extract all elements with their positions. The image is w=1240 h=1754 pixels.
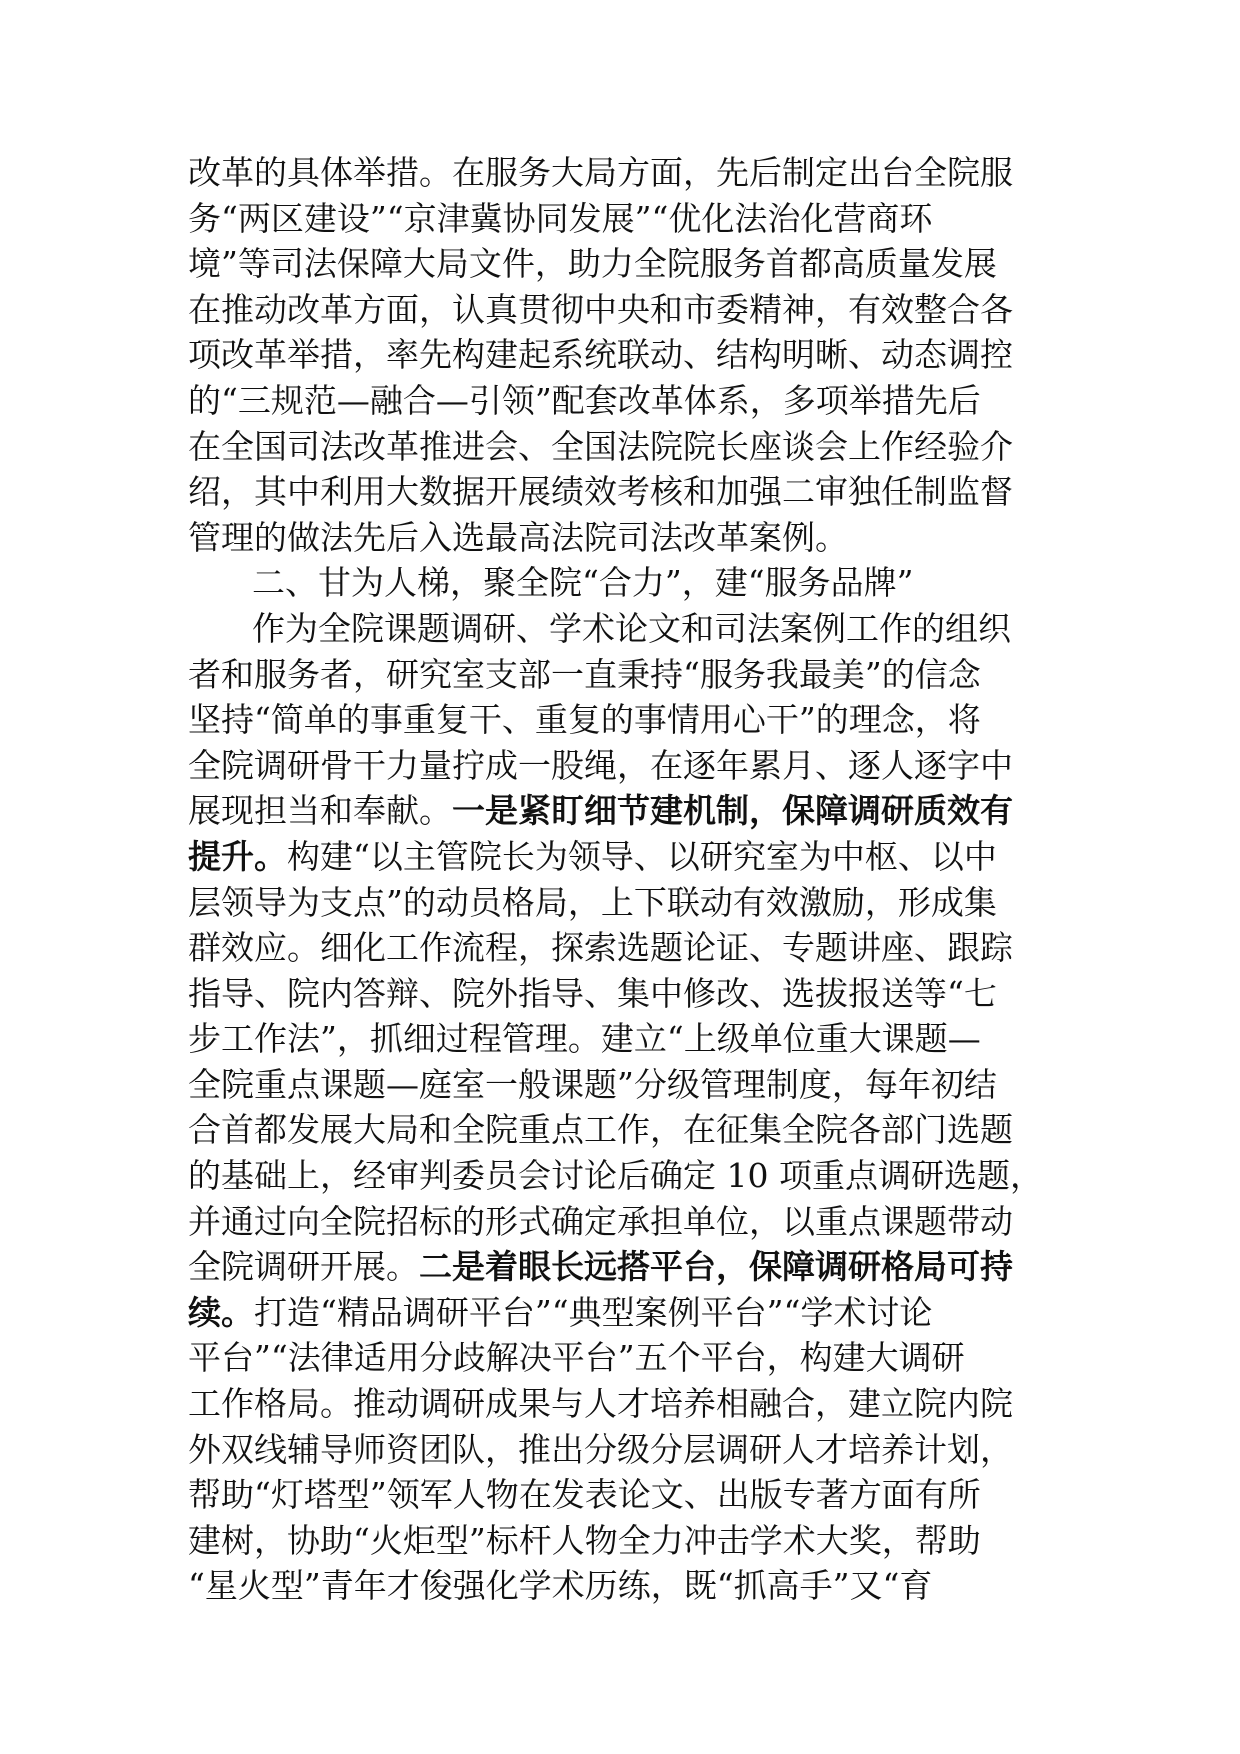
text-line xyxy=(188,880,1058,926)
text-segment: 群效应。细化工作流程，探索选题论证、专题讲座、跟踪 xyxy=(188,928,1013,968)
text-line xyxy=(188,378,1058,424)
text-segment: 打造“精品调研平台”“典型案例平台”“学术讨论 xyxy=(254,1292,933,1332)
text-segment: 项改革举措，率先构建起系统联动、结构明晰、动态调控 xyxy=(188,335,1013,375)
text-line xyxy=(188,788,1058,834)
text-segment: 全院重点课题—庭室一般课题”分级管理制度，每年初结 xyxy=(188,1064,997,1104)
bold-text-segment: 二是着眼长远搭平台，保障调研格局可持 xyxy=(419,1247,1013,1287)
text-segment: 合首都发展大局和全院重点工作，在征集全院各部门选题 xyxy=(188,1110,1013,1150)
text-line xyxy=(188,1472,1058,1518)
text-line xyxy=(188,1199,1058,1245)
text-segment: 绍，其中利用大数据开展绩效考核和加强二审独任制监督 xyxy=(188,472,1013,512)
text-segment: 建树，协助“火炬型”标杆人物全力冲击学术大奖，帮助 xyxy=(188,1520,981,1560)
text-segment: 构建“以主管院长为领导、以研究室为中枢、以中 xyxy=(287,836,997,876)
text-line xyxy=(188,971,1058,1017)
text-line xyxy=(188,515,1058,561)
text-segment: 的基础上，经审判委员会讨论后确定 10 项重点调研选题， xyxy=(188,1156,1043,1196)
text-line xyxy=(188,1244,1058,1290)
bold-text-segment: 提升。 xyxy=(188,836,287,876)
text-segment: 者和服务者，研究室支部一直秉持“服务我最美”的信念 xyxy=(188,654,981,694)
text-line xyxy=(188,196,1058,242)
indented-line xyxy=(188,560,1058,606)
text-line xyxy=(188,1427,1058,1473)
text-segment: 并通过向全院招标的形式确定承担单位，以重点课题带动 xyxy=(188,1201,1013,1241)
text-segment: 指导、院内答辩、院外指导、集中修改、选拔报送等“七 xyxy=(188,973,997,1013)
text-segment: 全院调研骨干力量拧成一股绳，在逐年累月、逐人逐字中 xyxy=(188,745,1013,785)
text-segment: 平台”“法律适用分歧解决平台”五个平台，构建大调研 xyxy=(188,1338,965,1378)
text-segment: 的“三规范—融合—引领”配套改革体系，多项举措先后 xyxy=(188,380,981,420)
text-segment: 作为全院课题调研、学术论文和司法案例工作的组织 xyxy=(252,608,1011,648)
text-line xyxy=(188,743,1058,789)
text-segment: 在推动改革方面，认真贯彻中央和市委精神，有效整合各 xyxy=(188,289,1013,329)
text-line xyxy=(188,469,1058,515)
text-segment: 在全国司法改革推进会、全国法院院长座谈会上作经验介 xyxy=(188,426,1013,466)
text-segment: 管理的做法先后入选最高法院司法改革案例。 xyxy=(188,517,848,557)
text-line xyxy=(188,697,1058,743)
text-line xyxy=(188,424,1058,470)
text-line xyxy=(188,1381,1058,1427)
bold-text-segment: 一是紧盯细节建机制，保障调研质效有 xyxy=(452,791,1013,831)
text-segment: 坚持“简单的事重复干、重复的事情用心干”的理念，将 xyxy=(188,700,981,740)
text-line xyxy=(188,1290,1058,1336)
text-segment: “星火型”青年才俊强化学术历练，既“抓高手”又“育 xyxy=(188,1566,933,1606)
text-line xyxy=(188,1107,1058,1153)
text-line xyxy=(188,1062,1058,1108)
text-line xyxy=(188,150,1058,196)
text-segment: 工作格局。推动调研成果与人才培养相融合，建立院内院 xyxy=(188,1384,1013,1424)
text-line xyxy=(188,1016,1058,1062)
text-segment: 展现担当和奉献。 xyxy=(188,791,452,831)
text-line xyxy=(188,1518,1058,1564)
text-line xyxy=(188,652,1058,698)
text-segment: 二、甘为人梯，聚全院“合力”，建“服务品牌” xyxy=(252,563,914,603)
text-line xyxy=(188,1335,1058,1381)
text-line xyxy=(188,1563,1058,1609)
text-line xyxy=(188,241,1058,287)
text-segment: 步工作法”，抓细过程管理。建立“上级单位重大课题— xyxy=(188,1019,981,1059)
text-segment: 务“两区建设”“京津冀协同发展”“优化法治化营商环 xyxy=(188,198,933,238)
text-segment: 境”等司法保障大局文件，助力全院服务首都高质量发展 xyxy=(188,244,997,284)
text-segment: 全院调研开展。 xyxy=(188,1247,419,1287)
body-text xyxy=(188,150,1058,1609)
text-line xyxy=(188,834,1058,880)
text-line xyxy=(188,925,1058,971)
text-segment: 层领导为支点”的动员格局，上下联动有效激励，形成集 xyxy=(188,882,997,922)
text-segment: 改革的具体举措。在服务大局方面，先后制定出台全院服 xyxy=(188,153,1013,192)
text-line xyxy=(188,332,1058,378)
bold-text-segment: 续。 xyxy=(188,1292,254,1332)
text-line xyxy=(188,287,1058,333)
indented-line xyxy=(188,606,1058,652)
text-segment: 帮助“灯塔型”领军人物在发表论文、出版专著方面有所 xyxy=(188,1475,981,1515)
text-line xyxy=(188,1153,1058,1199)
text-segment: 外双线辅导师资团队，推出分级分层调研人才培养计划， xyxy=(188,1429,1013,1469)
